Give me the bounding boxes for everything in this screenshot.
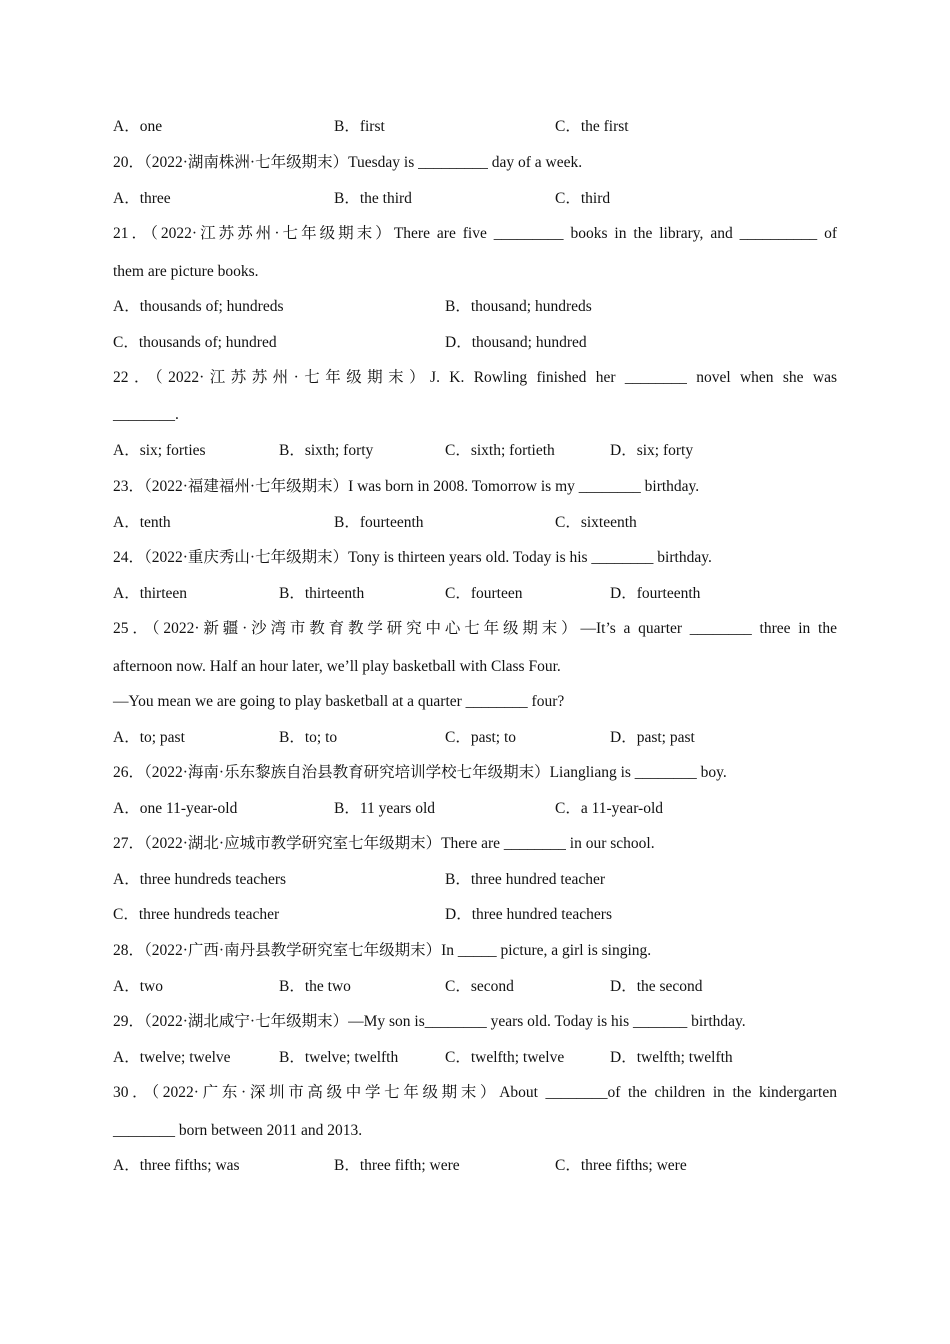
option-d: D．six; forty — [610, 442, 694, 459]
question-21-continued: them are picture books. — [113, 263, 259, 280]
option-a: A．three — [113, 190, 171, 207]
option-b: B．three hundred teacher — [445, 871, 606, 888]
question-21: 21．（2022·江苏苏州·七年级期末）There are five _________ books in the library, and __________ of — [113, 225, 837, 242]
option-a: A．six; forties — [113, 442, 206, 459]
option-a: A．three hundreds teachers — [113, 871, 287, 888]
question-22-continued: ________. — [113, 406, 179, 423]
option-a: A．tenth — [113, 514, 171, 531]
question-30-continued: ________ born between 2011 and 2013. — [113, 1122, 363, 1139]
option-b: B．to; to — [279, 729, 338, 746]
option-d: D．past; past — [610, 729, 695, 746]
question-22: 22．（2022·江苏苏州·七年级期末）J. K. Rowling finished her ________ novel when she was — [113, 369, 837, 386]
question-25-continued: afternoon now. Half an hour later, we’ll play basketball with Class Four. — [113, 658, 561, 675]
question-25-dialogue: —You mean we are going to play basketball at a quarter ________ four? — [113, 693, 565, 710]
option-c: C．sixteenth — [555, 514, 637, 531]
option-d: D．the second — [610, 978, 703, 995]
option-a: A．one — [113, 118, 163, 135]
option-b: B．three fifth; were — [334, 1157, 460, 1174]
option-c: C．twelfth; twelve — [445, 1049, 565, 1066]
question-29: 29．（2022·湖北咸宁·七年级期末）—My son is________ years old. Today is his _______ birthday. — [113, 1013, 746, 1030]
option-c: C．past; to — [445, 729, 517, 746]
option-d: D．twelfth; twelfth — [610, 1049, 733, 1066]
option-b: B．fourteenth — [334, 514, 424, 531]
option-a: A．three fifths; was — [113, 1157, 240, 1174]
option-c: C．the first — [555, 118, 629, 135]
option-b: B．the two — [279, 978, 351, 995]
option-b: B．the third — [334, 190, 412, 207]
question-26: 26．（2022·海南·乐东黎族自治县教育研究培训学校七年级期末）Liangliang is ________ boy. — [113, 764, 727, 781]
option-d: D．thousand; hundred — [445, 334, 587, 351]
option-a: A．two — [113, 978, 163, 995]
option-c: C．fourteen — [445, 585, 523, 602]
option-b: B．sixth; forty — [279, 442, 374, 459]
option-b: B．11 years old — [334, 800, 436, 817]
option-c: C．second — [445, 978, 514, 995]
option-c: C．three fifths; were — [555, 1157, 687, 1174]
option-a: A．twelve; twelve — [113, 1049, 231, 1066]
option-c: C．thousands of; hundred — [113, 334, 277, 351]
option-a: A．thirteen — [113, 585, 188, 602]
option-d: D．fourteenth — [610, 585, 701, 602]
option-c: C．a 11-year-old — [555, 800, 664, 817]
option-b: B．thirteenth — [279, 585, 365, 602]
option-b: B．thousand; hundreds — [445, 298, 592, 315]
question-28: 28．（2022·广西·南丹县教学研究室七年级期末）In _____ picture, a girl is singing. — [113, 942, 652, 959]
option-a: A．thousands of; hundreds — [113, 298, 284, 315]
option-b: B．twelve; twelfth — [279, 1049, 399, 1066]
question-24: 24．（2022·重庆秀山·七年级期末）Tony is thirteen years old. Today is his ________ birthday. — [113, 549, 712, 566]
option-a: A．one 11-year-old — [113, 800, 238, 817]
question-30: 30．（2022·广东·深圳市高级中学七年级期末）About ________of the children in the kindergarten — [113, 1084, 837, 1101]
question-25: 25．（2022·新疆·沙湾市教育教学研究中心七年级期末）—It’s a quarter ________ three in the — [113, 620, 837, 637]
option-c: C．third — [555, 190, 611, 207]
option-b: B．first — [334, 118, 385, 135]
question-23: 23．（2022·福建福州·七年级期末）I was born in 2008. Tomorrow is my ________ birthday. — [113, 478, 700, 495]
option-a: A．to; past — [113, 729, 185, 746]
option-c: C．sixth; fortieth — [445, 442, 555, 459]
option-d: D．three hundred teachers — [445, 906, 612, 923]
question-20: 20．（2022·湖南株洲·七年级期末）Tuesday is _________ day of a week. — [113, 154, 583, 171]
question-27: 27．（2022·湖北·应城市教学研究室七年级期末）There are ________ in our school. — [113, 835, 655, 852]
option-c: C．three hundreds teacher — [113, 906, 280, 923]
